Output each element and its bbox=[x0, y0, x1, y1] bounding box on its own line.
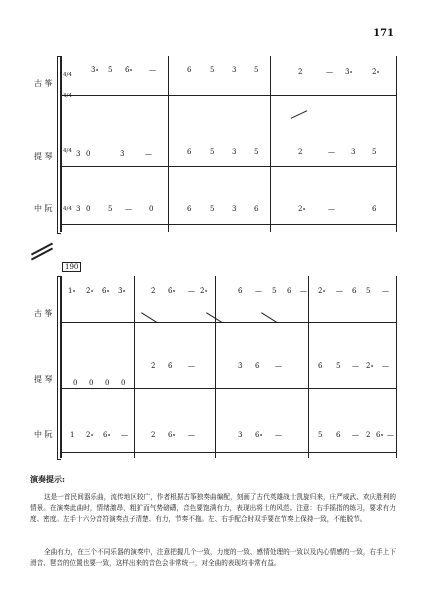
note: 2∘ bbox=[298, 205, 306, 213]
part-label-guzheng: 古 筝 bbox=[34, 79, 53, 88]
note: — bbox=[387, 431, 394, 439]
note: 3̇ bbox=[120, 150, 125, 158]
part-label-tiqin: 提 琴 bbox=[34, 152, 53, 161]
note: 5 bbox=[254, 148, 259, 156]
note: 5 bbox=[108, 205, 113, 213]
note: 3 bbox=[238, 431, 243, 439]
time-signature: 4/4 bbox=[63, 206, 72, 212]
note: 0 bbox=[149, 205, 154, 213]
note: 6 bbox=[287, 287, 292, 295]
note: — bbox=[188, 287, 195, 295]
staff-line bbox=[60, 322, 396, 323]
note: 5̇ bbox=[108, 66, 113, 74]
note: 2 bbox=[151, 431, 156, 439]
barline bbox=[396, 56, 397, 232]
note: — bbox=[145, 150, 152, 158]
time-signature: 4/4 bbox=[63, 72, 72, 78]
barline bbox=[396, 276, 397, 458]
page-number: 171 bbox=[373, 28, 394, 39]
note: 0 bbox=[105, 379, 110, 387]
note: 2 bbox=[298, 148, 303, 156]
note: 3 bbox=[351, 148, 356, 156]
staff-line bbox=[60, 452, 396, 453]
note: — bbox=[352, 431, 359, 439]
note: 2 bbox=[366, 431, 371, 439]
note: — bbox=[188, 362, 195, 370]
note: 2̇∘ bbox=[86, 287, 94, 295]
note: 2̇ bbox=[298, 68, 303, 76]
barline bbox=[60, 56, 62, 232]
score-system-2 bbox=[0, 262, 422, 460]
note: 2̇∘ bbox=[366, 362, 374, 370]
barline bbox=[134, 276, 135, 458]
note: 1∘ bbox=[68, 287, 76, 295]
staff-line bbox=[60, 95, 396, 96]
note: — bbox=[328, 205, 335, 213]
performance-notes-paragraph: 这是一首民间器乐曲，流传地区较广，作者根据古筝独奏曲编配，刻画了古代英雄战士凯旋归来，庄严威武、欢庆胜利的情景。在演奏此曲时，情绪激昂，粗犷而气势磅礴，音色要饱满有力，表现出将士的风范。注意：右手摇指的练习，要求有力度、密度。左手十六分音符演奏点子清楚、有力，节奏不拖。左、右手配合时双手要在节奏上保持一致，不能脱节。 bbox=[30, 493, 396, 523]
time-signature: 4/4 bbox=[63, 148, 72, 154]
note: 2̇ bbox=[151, 287, 156, 295]
note: 6∘ bbox=[103, 431, 111, 439]
note: — bbox=[382, 362, 389, 370]
note: 6∘ bbox=[168, 431, 176, 439]
time-signature: 4/4 bbox=[63, 93, 72, 99]
note: 6̇∘ bbox=[168, 287, 176, 295]
note: — bbox=[275, 431, 282, 439]
note: 3̇∘ bbox=[91, 66, 99, 74]
performance-notes-paragraph: 全曲有力，在三个不同乐器的演奏中，注意把握几个一致，力度的一致、感情处理的一致以及内心情感的一致，右手上下滑音、琶音的位置也要一致，这样出来的音色会非常统一，对全曲的表现均非常有益。 bbox=[30, 548, 396, 567]
part-label-tiqin: 提 琴 bbox=[34, 375, 53, 384]
ornament-arrow bbox=[291, 110, 308, 119]
note: 6∘ bbox=[376, 431, 384, 439]
note: 5 bbox=[210, 205, 215, 213]
part-label-zhongruan: 中 阮 bbox=[34, 430, 53, 439]
note: 6 bbox=[254, 205, 259, 213]
note: 6 bbox=[372, 205, 377, 213]
barline bbox=[270, 56, 271, 232]
note: 6 bbox=[352, 287, 357, 295]
note: 3̇∘ bbox=[118, 287, 126, 295]
note: 6 bbox=[336, 431, 341, 439]
note: 6̇∘ bbox=[102, 287, 110, 295]
note: 5 bbox=[210, 148, 215, 156]
note: — bbox=[125, 205, 132, 213]
barline bbox=[168, 56, 169, 232]
note: 0 bbox=[73, 379, 78, 387]
measure-number-box: 190 bbox=[62, 262, 81, 272]
note: — bbox=[255, 287, 262, 295]
note: — bbox=[149, 66, 156, 74]
note: 3̇∘ bbox=[345, 68, 353, 76]
note: 3 bbox=[232, 148, 237, 156]
staff-line bbox=[60, 224, 396, 225]
note: — bbox=[188, 431, 195, 439]
note: 0 bbox=[89, 379, 94, 387]
note: — bbox=[121, 431, 128, 439]
note: — bbox=[326, 68, 333, 76]
note: 6∘ bbox=[255, 431, 263, 439]
note: 6̇∘ bbox=[125, 66, 133, 74]
note: 6 bbox=[187, 66, 192, 74]
barline bbox=[308, 276, 309, 458]
note: 6̇ bbox=[238, 287, 243, 295]
note: 5̇ bbox=[336, 362, 341, 370]
note: — bbox=[300, 287, 307, 295]
note: — bbox=[275, 362, 282, 370]
note: 0 bbox=[121, 379, 126, 387]
note: 3 bbox=[232, 205, 237, 213]
note: 3 bbox=[232, 66, 237, 74]
note: — bbox=[336, 287, 343, 295]
note: 5 bbox=[254, 66, 259, 74]
note: 1 bbox=[70, 431, 75, 439]
note: 6̇ bbox=[318, 362, 323, 370]
note: 3̇ bbox=[238, 362, 243, 370]
note: 3 bbox=[76, 205, 81, 213]
note: 5 bbox=[272, 287, 277, 295]
barline bbox=[60, 276, 62, 458]
note: 5 bbox=[318, 431, 323, 439]
score-system-1 bbox=[0, 48, 422, 238]
note: 3 bbox=[76, 150, 81, 158]
note: 6 bbox=[187, 205, 192, 213]
note: — bbox=[382, 287, 389, 295]
part-label-guzheng: 古 筝 bbox=[34, 309, 53, 318]
note: 2∘ bbox=[86, 431, 94, 439]
note: 2̇∘ bbox=[200, 287, 208, 295]
note: 5 bbox=[372, 148, 377, 156]
note: — bbox=[352, 362, 359, 370]
part-label-zhongruan: 中 阮 bbox=[34, 204, 53, 213]
note: 0 bbox=[86, 150, 91, 158]
note: — bbox=[328, 148, 335, 156]
note: 0 bbox=[86, 205, 91, 213]
note: 5 bbox=[366, 287, 371, 295]
note: 6 bbox=[187, 148, 192, 156]
note: 2̇∘ bbox=[318, 287, 326, 295]
note: 2̇∘ bbox=[372, 68, 380, 76]
note: 6̇ bbox=[255, 362, 260, 370]
note: 5 bbox=[210, 66, 215, 74]
staff-line bbox=[60, 388, 396, 389]
barline bbox=[215, 276, 216, 458]
staff-line bbox=[60, 166, 396, 167]
note: 2̇ bbox=[151, 362, 156, 370]
performance-notes-title: 演奏提示: bbox=[30, 474, 65, 484]
note: 6̇ bbox=[168, 362, 173, 370]
